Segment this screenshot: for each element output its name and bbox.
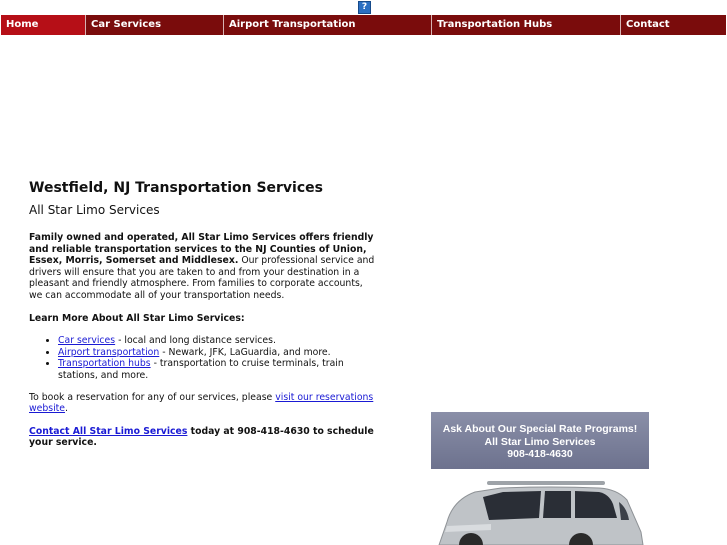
promo-line-1: Ask About Our Special Rate Programs!: [442, 423, 638, 435]
intro-paragraph: [29, 232, 379, 302]
contact-link[interactable]: Contact All Star Limo Services: [29, 425, 188, 437]
reservations-link[interactable]: visit our reservations website: [29, 391, 374, 415]
contact-text: today at 908-418-4630 to schedule your service.: [29, 425, 374, 449]
nav-item-contact[interactable]: Contact: [626, 19, 670, 30]
list-item-text: - Newark, JFK, LaGuardia, and more.: [159, 346, 331, 358]
airport-transportation-link[interactable]: Airport transportation: [58, 346, 160, 358]
main-content: [29, 178, 379, 449]
nav-item-car-services[interactable]: Car Services: [86, 15, 224, 35]
promo-line-2: All Star Limo Services: [484, 435, 596, 448]
list-item-text: - transportation to cruise terminals, train stations, and more.: [58, 358, 344, 381]
nav-item-transportation-hubs[interactable]: Transportation Hubs: [432, 15, 621, 35]
list-item: [58, 347, 379, 359]
list-item-text: - local and long distance services.: [115, 335, 276, 347]
special-rates-banner[interactable]: [431, 412, 649, 469]
promo-line-3: 908-418-4630: [507, 448, 573, 460]
learn-more-heading: Learn More About All Star Limo Services:: [29, 312, 245, 324]
page-title: Westfield, NJ Transportation Services: [29, 180, 323, 196]
contact-paragraph: [29, 426, 379, 449]
intro-text: Our professional service and drivers will ensure that you are taken to and from your destination in a pleasant and friendly atmosphere. From families to corporate accounts, we can accommodate all of your transportation needs.: [29, 255, 375, 301]
van-image: [431, 478, 649, 545]
services-list: [29, 335, 379, 381]
page-subtitle: All Star Limo Services: [29, 203, 160, 217]
transportation-hubs-link[interactable]: Transportation hubs: [58, 358, 151, 370]
question-icon[interactable]: ?: [358, 1, 371, 14]
car-services-link[interactable]: Car services: [58, 335, 116, 347]
nav-item-home[interactable]: Home: [1, 15, 86, 35]
booking-paragraph: [29, 392, 379, 415]
intro-bold-text: Family owned and operated, All Star Limo Services offers friendly and reliable transportation services to the NJ Counties of Union, Essex, Morris, Somerset and Middlesex.: [29, 232, 374, 267]
main-nav: [1, 15, 726, 35]
list-item: [58, 335, 379, 347]
booking-end: .: [65, 403, 68, 415]
list-item: [58, 358, 379, 381]
booking-text: To book a reservation for any of our services, please: [29, 391, 276, 403]
nav-item-airport-transportation[interactable]: Airport Transportation: [224, 15, 432, 35]
